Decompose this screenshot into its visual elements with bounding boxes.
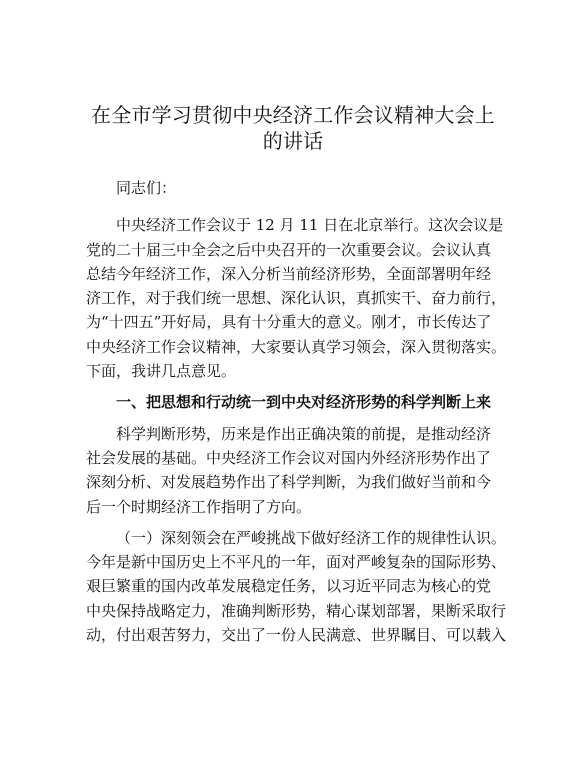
paragraph-1-line: 下面，我讲几点意见。 [86, 362, 237, 381]
paragraph-1-line: 为“十四五”开好局，具有十分重大的意义。刚才，市长传达了 [86, 313, 492, 332]
paragraph-2-line: 深刻分析、对发展趋势作出了科学判断，为我们做好当前和今 [86, 473, 492, 492]
paragraph-3-line: 动，付出艰苦努力，交出了一份人民满意、世界瞩目、可以载入 [86, 626, 507, 645]
paragraph-3-line: 艰巨繁重的国内改革发展稳定任务，以习近平同志为核心的党 [86, 577, 492, 596]
paragraph-1-line: 济工作，对于我们统一思想、深化认识，真抓实干、奋力前行， [86, 289, 507, 308]
paragraph-1 [86, 213, 507, 383]
section-heading-1 [86, 390, 500, 414]
paragraph-1-line: 党的二十届三中全会之后中央召开的一次重要会议。会议认真 [86, 240, 492, 259]
paragraph-3-line: （一）深刻领会在严峻挑战下做好经济工作的规律性认识。 [116, 528, 507, 547]
document-title [86, 102, 500, 154]
document-body [86, 176, 507, 647]
paragraph-1-line: 中央经济工作会议于 12 月 11 日在北京举行。这次会议是 [116, 216, 504, 235]
salutation-text: 同志们： [116, 179, 177, 197]
section-heading-1-text: 一、把思想和行动统一到中央对经济形势的科学判断上来 [116, 393, 492, 412]
paragraph-2-line: 科学判断形势，历来是作出正确决策的前提，是推动经济 [116, 424, 492, 443]
paragraph-1-line: 中央经济工作会议精神，大家要认真学习领会，深入贯彻落实。 [86, 337, 507, 356]
paragraph-3-line: 今年是新中国历史上不平凡的一年，面对严峻复杂的国际形势、 [86, 553, 507, 572]
salutation [86, 176, 500, 200]
paragraph-1-line: 总结今年经济工作，深入分析当前经济形势，全面部署明年经 [86, 264, 492, 283]
title-line-1: 在全市学习贯彻中央经济工作会议精神大会上 [91, 103, 495, 127]
paragraph-2-line: 社会发展的基础。中央经济工作会议对国内外经济形势作出了 [86, 448, 492, 467]
title-line-2: 的讲话 [262, 129, 324, 153]
paragraph-3 [86, 526, 507, 647]
paragraph-2-line: 后一个时期经济工作指明了方向。 [86, 497, 312, 516]
paragraph-3-line: 中央保持战略定力，准确判断形势，精心谋划部署，果断采取行 [86, 601, 507, 620]
paragraph-2 [86, 422, 500, 519]
